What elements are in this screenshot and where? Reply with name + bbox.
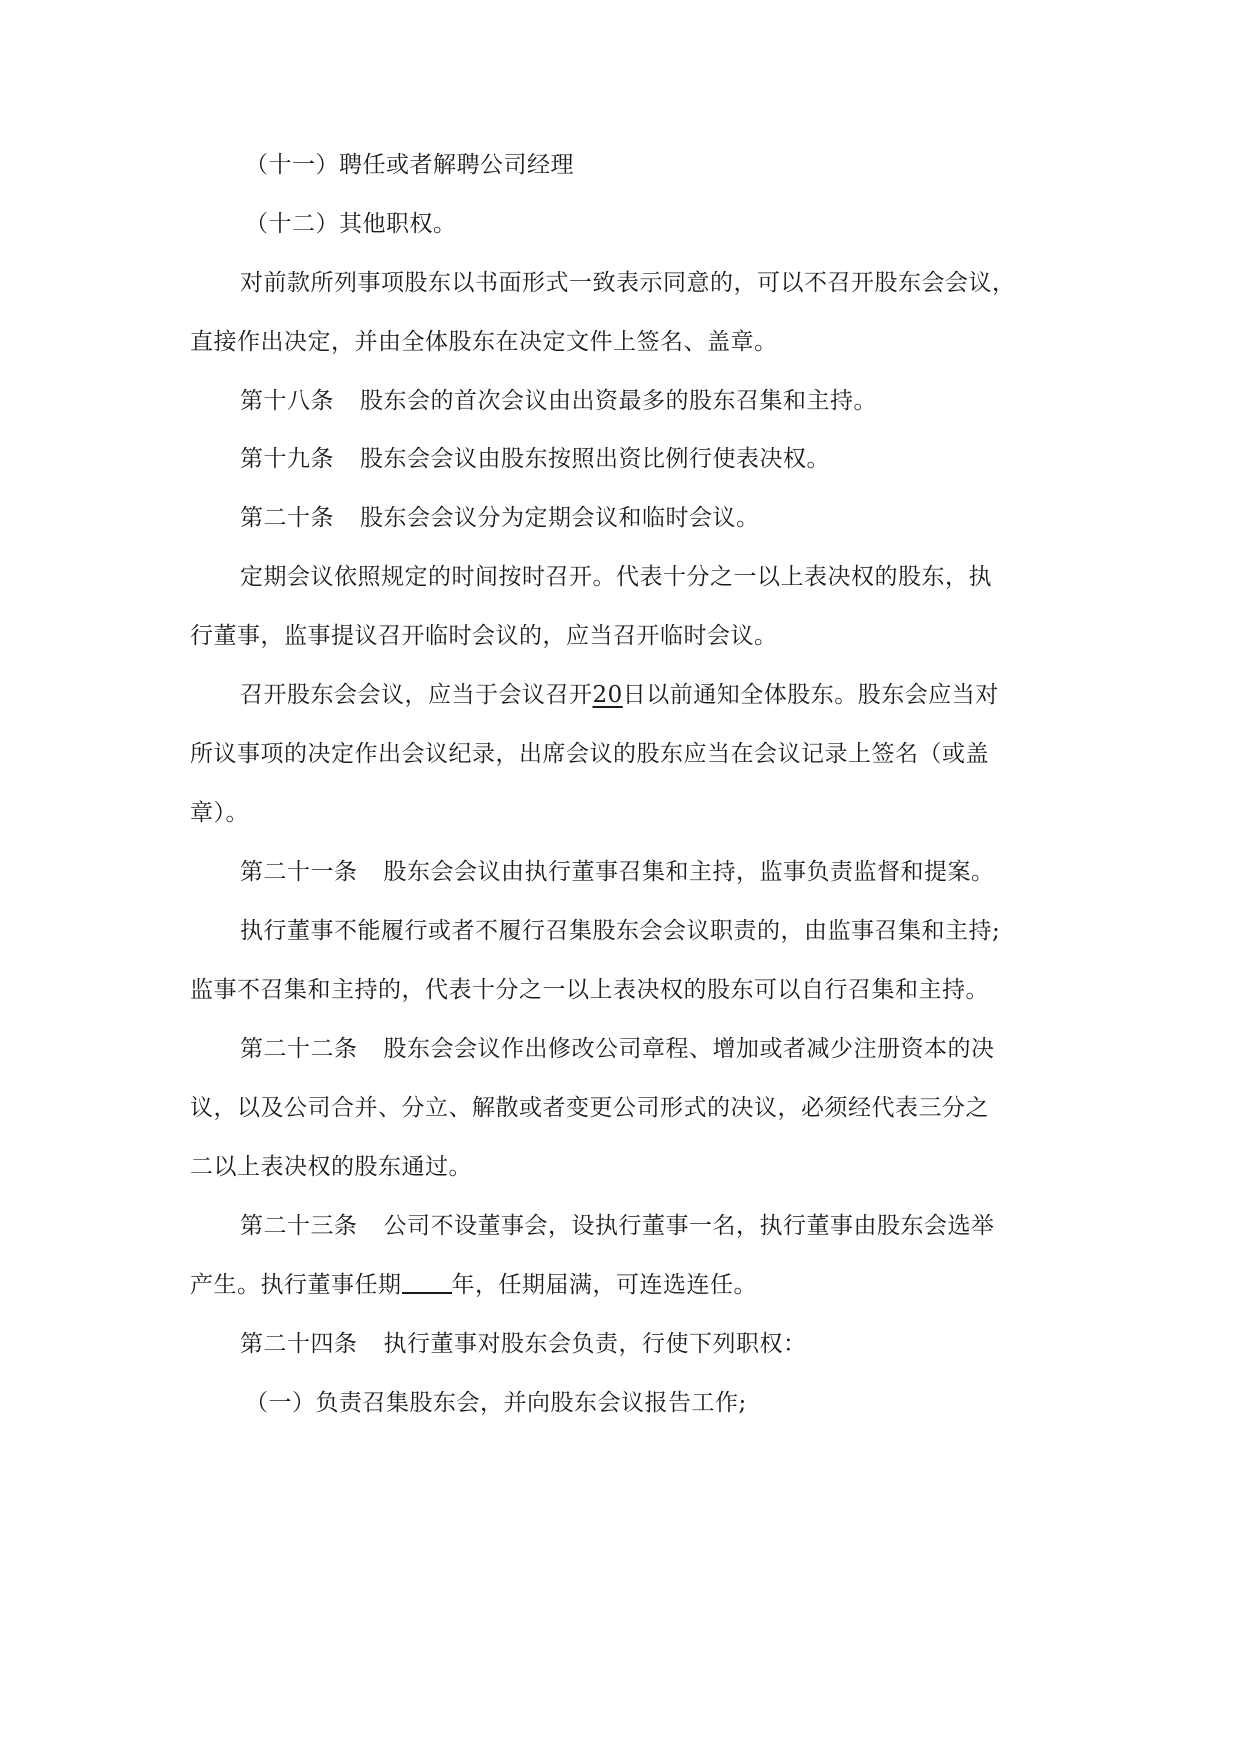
- term-text-before: 产生。执行董事任期: [190, 1272, 402, 1298]
- article-23-text-line-1: 公司不设董事会，设执行董事一名，执行董事由股东会选举: [383, 1213, 995, 1239]
- article-22-text-line-3: 二以上表决权的股东通过。: [190, 1154, 472, 1180]
- article-21-text: 股东会会议由执行董事召集和主持，监事负责监督和提案。: [383, 859, 995, 885]
- notice-text-before: 召开股东会会议，应当于会议召开: [240, 682, 593, 708]
- article-20: [240, 503, 760, 533]
- article-21: [240, 857, 995, 887]
- notice-text-after: 日以前通知全体股东。股东会应当对: [622, 682, 999, 708]
- article-21-para1-line-1: 执行董事不能履行或者不履行召集股东会会议职责的，由监事召集和主持;: [240, 918, 1001, 944]
- item-twelve: （十二）其他职权。: [245, 211, 457, 237]
- article-20-para1-line-1: 定期会议依照规定的时间按时召开。代表十分之一以上表决权的股东，执: [240, 564, 992, 590]
- item-eleven: （十一）聘任或者解聘公司经理: [245, 152, 574, 178]
- notice-days-value: 20: [592, 682, 623, 708]
- article-19: [240, 444, 830, 474]
- article-20-text: 股东会会议分为定期会议和临时会议。: [360, 505, 760, 531]
- article-18-label: 第十八条: [240, 388, 334, 414]
- article-23: [240, 1211, 995, 1241]
- term-text-after: 年，任期届满，可连选连任。: [451, 1272, 757, 1298]
- article-23-label: 第二十三条: [240, 1213, 358, 1239]
- term-years-blank: [402, 1270, 452, 1294]
- article-23-text-line-2: [190, 1270, 757, 1300]
- article-22-label: 第二十二条: [240, 1036, 358, 1062]
- article-18-text: 股东会的首次会议由出资最多的股东召集和主持。: [360, 388, 877, 414]
- article-21-label: 第二十一条: [240, 859, 358, 885]
- article-20-para2-line-1: [240, 680, 999, 710]
- article-20-label: 第二十条: [240, 505, 334, 531]
- article-20-para2-line-2: 所议事项的决定作出会议纪录，出席会议的股东应当在会议记录上签名（或盖: [190, 741, 989, 767]
- article-21-para1-line-2: 监事不召集和主持的，代表十分之一以上表决权的股东可以自行召集和主持。: [190, 977, 989, 1003]
- article-24-item-1: （一）负责召集股东会，并向股东会议报告工作;: [245, 1390, 747, 1416]
- article-19-label: 第十九条: [240, 446, 334, 472]
- article-24: [240, 1329, 807, 1359]
- article-20-para1-line-2: 行董事，监事提议召开临时会议的，应当召开临时会议。: [190, 623, 778, 649]
- article-24-label: 第二十四条: [240, 1331, 358, 1357]
- article-19-text: 股东会会议由股东按照出资比例行使表决权。: [360, 446, 830, 472]
- consent-paragraph-line-2: 直接作出决定，并由全体股东在决定文件上签名、盖章。: [190, 329, 778, 355]
- article-22-text-line-2: 议，以及公司合并、分立、解散或者变更公司形式的决议，必须经代表三分之: [190, 1095, 989, 1121]
- article-22: [240, 1034, 995, 1064]
- article-22-text-line-1: 股东会会议作出修改公司章程、增加或者减少注册资本的决: [383, 1036, 995, 1062]
- article-18: [240, 386, 877, 416]
- article-20-para2-line-3: 章）。: [190, 800, 249, 826]
- article-24-text: 执行董事对股东会负责，行使下列职权：: [383, 1331, 807, 1357]
- consent-paragraph-line-1: 对前款所列事项股东以书面形式一致表示同意的，可以不召开股东会会议，: [240, 270, 1016, 296]
